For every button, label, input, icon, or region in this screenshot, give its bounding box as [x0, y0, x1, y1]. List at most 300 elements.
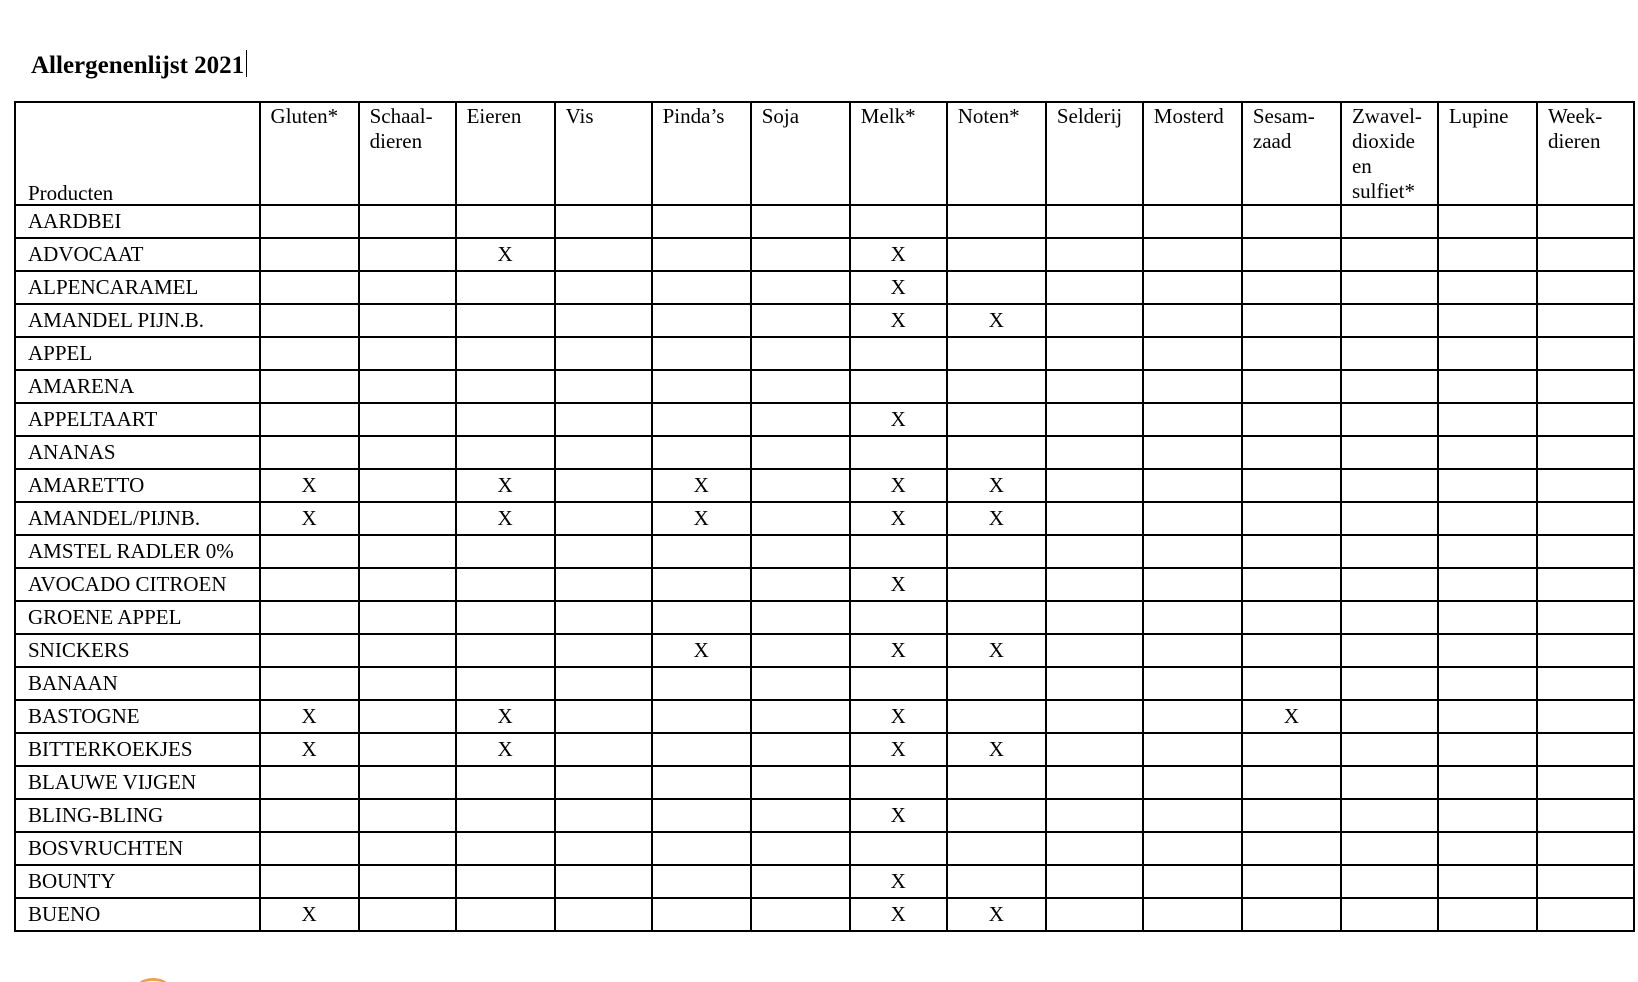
table-row — [15, 304, 1634, 337]
allergen-cell — [359, 304, 456, 337]
allergen-cell — [1341, 469, 1438, 502]
allergen-cell — [359, 634, 456, 667]
allergen-cell — [555, 238, 652, 271]
allergen-cell — [947, 535, 1046, 568]
allergen-cell — [751, 667, 850, 700]
allergen-cell — [947, 403, 1046, 436]
allergen-cell — [1438, 832, 1537, 865]
allergen-mark-cell: X — [260, 733, 359, 766]
allergen-cell — [1537, 799, 1634, 832]
allergen-cell — [1046, 337, 1143, 370]
allergen-cell — [1537, 436, 1634, 469]
allergen-cell — [1143, 370, 1242, 403]
allergen-cell — [555, 568, 652, 601]
allergen-cell — [1341, 271, 1438, 304]
allergen-cell — [1143, 766, 1242, 799]
allergen-mark-cell: X — [947, 634, 1046, 667]
allergen-cell — [359, 601, 456, 634]
allergen-cell — [1438, 898, 1537, 931]
allergen-cell — [260, 766, 359, 799]
allergen-cell — [751, 502, 850, 535]
allergen-cell — [1438, 370, 1537, 403]
allergen-cell — [652, 766, 751, 799]
allergen-cell — [652, 601, 751, 634]
allergen-cell — [1242, 469, 1341, 502]
page-title-text: Allergenenlijst 2021 — [31, 52, 245, 79]
product-name-cell: BLAUWE VIJGEN — [15, 766, 260, 799]
allergen-cell — [1046, 799, 1143, 832]
allergen-cell — [1143, 568, 1242, 601]
column-header-eieren: Eieren — [456, 102, 555, 205]
allergen-cell — [260, 271, 359, 304]
allergen-cell — [850, 337, 947, 370]
allergen-cell — [751, 403, 850, 436]
allergen-cell — [1341, 700, 1438, 733]
allergen-mark-cell: X — [850, 700, 947, 733]
allergen-cell — [1341, 832, 1438, 865]
allergen-cell — [260, 634, 359, 667]
allergen-cell — [555, 601, 652, 634]
allergen-mark-cell: X — [850, 898, 947, 931]
allergen-cell — [652, 799, 751, 832]
allergen-cell — [751, 832, 850, 865]
allergen-cell — [1341, 535, 1438, 568]
allergen-mark-cell: X — [260, 469, 359, 502]
allergen-cell — [555, 700, 652, 733]
product-name-cell: APPEL — [15, 337, 260, 370]
allergen-cell — [1438, 535, 1537, 568]
allergen-cell — [1341, 568, 1438, 601]
allergen-cell — [1242, 304, 1341, 337]
allergen-cell — [947, 337, 1046, 370]
allergen-cell — [260, 535, 359, 568]
allergen-cell — [260, 205, 359, 238]
allergen-cell — [1438, 865, 1537, 898]
allergen-cell — [1046, 469, 1143, 502]
allergen-mark-cell: X — [850, 304, 947, 337]
allergen-cell — [1438, 568, 1537, 601]
allergen-cell — [1242, 370, 1341, 403]
column-header-selderij: Selderij — [1046, 102, 1143, 205]
allergen-cell — [947, 271, 1046, 304]
allergen-cell — [555, 634, 652, 667]
allergen-cell — [359, 799, 456, 832]
table-row — [15, 238, 1634, 271]
allergen-cell — [359, 898, 456, 931]
allergen-mark-cell: X — [652, 469, 751, 502]
allergen-cell — [456, 403, 555, 436]
allergen-cell — [1537, 766, 1634, 799]
allergen-cell — [1046, 568, 1143, 601]
table-row — [15, 469, 1634, 502]
table-row — [15, 865, 1634, 898]
allergen-cell — [260, 832, 359, 865]
product-name-cell: ANANAS — [15, 436, 260, 469]
allergen-mark-cell: X — [850, 502, 947, 535]
allergen-cell — [1438, 337, 1537, 370]
allergen-cell — [1341, 304, 1438, 337]
allergen-cell — [751, 733, 850, 766]
allergen-cell — [359, 700, 456, 733]
allergen-cell — [947, 865, 1046, 898]
allergen-cell — [555, 733, 652, 766]
allergen-cell — [1143, 667, 1242, 700]
allergen-cell — [456, 799, 555, 832]
allergen-cell — [947, 568, 1046, 601]
allergen-cell — [456, 205, 555, 238]
allergen-cell — [555, 799, 652, 832]
allergen-cell — [456, 898, 555, 931]
allergen-cell — [359, 568, 456, 601]
allergen-mark-cell: X — [850, 733, 947, 766]
allergen-cell — [1438, 700, 1537, 733]
allergen-cell — [947, 238, 1046, 271]
allergen-cell — [1143, 601, 1242, 634]
allergen-mark-cell: X — [947, 304, 1046, 337]
product-name-cell: AVOCADO CITROEN — [15, 568, 260, 601]
allergen-cell — [652, 700, 751, 733]
allergen-mark-cell: X — [456, 469, 555, 502]
product-name-cell: AMARETTO — [15, 469, 260, 502]
allergen-cell — [751, 436, 850, 469]
allergen-cell — [1242, 535, 1341, 568]
allergen-cell — [1046, 436, 1143, 469]
allergen-cell — [1046, 502, 1143, 535]
allergen-cell — [555, 436, 652, 469]
table-row — [15, 733, 1634, 766]
allergen-cell — [260, 370, 359, 403]
table-row — [15, 337, 1634, 370]
allergen-cell — [1537, 667, 1634, 700]
allergen-cell — [1242, 832, 1341, 865]
product-name-cell: BOSVRUCHTEN — [15, 832, 260, 865]
allergen-cell — [1242, 865, 1341, 898]
allergen-mark-cell: X — [652, 502, 751, 535]
allergen-cell — [1537, 469, 1634, 502]
allergen-cell — [652, 667, 751, 700]
allergen-cell — [850, 535, 947, 568]
allergen-cell — [850, 601, 947, 634]
allergen-cell — [652, 832, 751, 865]
product-name-cell: AMANDEL/PIJNB. — [15, 502, 260, 535]
allergen-mark-cell: X — [1242, 700, 1341, 733]
allergen-cell — [947, 370, 1046, 403]
allergen-mark-cell: X — [260, 502, 359, 535]
allergen-cell — [1046, 832, 1143, 865]
allergen-cell — [1537, 832, 1634, 865]
allergen-cell — [260, 403, 359, 436]
allergen-cell — [1537, 403, 1634, 436]
allergen-cell — [456, 304, 555, 337]
allergen-cell — [1242, 205, 1341, 238]
allergen-cell — [260, 667, 359, 700]
allergen-cell — [555, 271, 652, 304]
header-row — [15, 102, 1634, 205]
allergen-cell — [1242, 403, 1341, 436]
allergen-cell — [652, 568, 751, 601]
product-name-cell: SNICKERS — [15, 634, 260, 667]
allergen-cell — [751, 238, 850, 271]
allergen-cell — [1143, 502, 1242, 535]
allergen-cell — [1046, 238, 1143, 271]
allergen-cell — [1046, 205, 1143, 238]
column-header-noten: Noten* — [947, 102, 1046, 205]
allergen-cell — [1242, 271, 1341, 304]
column-header-mosterd: Mosterd — [1143, 102, 1242, 205]
allergen-cell — [751, 601, 850, 634]
allergen-cell — [1143, 865, 1242, 898]
allergen-cell — [652, 733, 751, 766]
allergen-cell — [1537, 898, 1634, 931]
allergen-cell — [947, 205, 1046, 238]
allergen-cell — [1537, 205, 1634, 238]
product-name-cell: BITTERKOEKJES — [15, 733, 260, 766]
allergen-cell — [751, 766, 850, 799]
table-row — [15, 634, 1634, 667]
allergen-cell — [359, 271, 456, 304]
allergen-cell — [555, 832, 652, 865]
allergen-cell — [1438, 667, 1537, 700]
allergen-cell — [1242, 502, 1341, 535]
allergen-mark-cell: X — [456, 733, 555, 766]
table-row — [15, 601, 1634, 634]
allergen-cell — [1438, 733, 1537, 766]
product-name-cell: AMSTEL RADLER 0% — [15, 535, 260, 568]
allergen-cell — [1143, 634, 1242, 667]
column-header-weekdieren: Week- dieren — [1537, 102, 1634, 205]
table-row — [15, 205, 1634, 238]
allergen-cell — [1143, 799, 1242, 832]
allergen-mark-cell: X — [850, 238, 947, 271]
allergen-cell — [652, 370, 751, 403]
allergen-cell — [652, 238, 751, 271]
allergen-cell — [751, 205, 850, 238]
allergen-cell — [1242, 766, 1341, 799]
column-header-zwaveldioxide: Zwavel- dioxide en sulfiet* — [1341, 102, 1438, 205]
allergen-cell — [1537, 370, 1634, 403]
column-header-products — [15, 102, 260, 205]
allergen-mark-cell: X — [947, 898, 1046, 931]
product-name-cell: BASTOGNE — [15, 700, 260, 733]
allergen-cell — [751, 337, 850, 370]
product-name-cell: BLING-BLING — [15, 799, 260, 832]
text-cursor — [246, 50, 247, 77]
allergen-cell — [359, 436, 456, 469]
allergen-cell — [751, 370, 850, 403]
allergen-cell — [1438, 436, 1537, 469]
allergen-cell — [947, 436, 1046, 469]
allergen-cell — [1341, 634, 1438, 667]
allergen-cell — [751, 898, 850, 931]
allergen-cell — [1143, 469, 1242, 502]
allergen-cell — [1438, 502, 1537, 535]
column-header-vis: Vis — [555, 102, 652, 205]
allergen-cell — [456, 535, 555, 568]
product-name-cell: BOUNTY — [15, 865, 260, 898]
allergen-cell — [947, 601, 1046, 634]
allergen-cell — [260, 337, 359, 370]
allergen-mark-cell: X — [456, 700, 555, 733]
allergen-cell — [555, 502, 652, 535]
allergen-cell — [751, 304, 850, 337]
allergen-cell — [359, 502, 456, 535]
allergen-cell — [850, 370, 947, 403]
allergen-cell — [652, 535, 751, 568]
allergen-cell — [1537, 568, 1634, 601]
allergen-cell — [1537, 238, 1634, 271]
allergen-cell — [947, 832, 1046, 865]
allergen-cell — [1537, 304, 1634, 337]
product-name-cell: BUENO — [15, 898, 260, 931]
logo-icon — [135, 978, 171, 982]
allergen-cell — [1242, 568, 1341, 601]
allergen-cell — [1242, 436, 1341, 469]
table-row — [15, 568, 1634, 601]
table-row — [15, 370, 1634, 403]
allergen-cell — [1143, 535, 1242, 568]
allergen-cell — [652, 205, 751, 238]
allergen-cell — [1438, 238, 1537, 271]
allergen-cell — [359, 469, 456, 502]
allergen-cell — [555, 304, 652, 337]
allergen-cell — [751, 535, 850, 568]
allergen-table — [14, 101, 1635, 932]
allergen-cell — [1046, 271, 1143, 304]
allergen-cell — [1341, 766, 1438, 799]
allergen-mark-cell: X — [260, 898, 359, 931]
allergen-cell — [555, 535, 652, 568]
allergen-cell — [1143, 304, 1242, 337]
table-row — [15, 766, 1634, 799]
allergen-cell — [1537, 502, 1634, 535]
table-row — [15, 403, 1634, 436]
allergen-cell — [652, 865, 751, 898]
table-row — [15, 799, 1634, 832]
allergen-cell — [1046, 304, 1143, 337]
product-name-cell: ALPENCARAMEL — [15, 271, 260, 304]
allergen-cell — [1242, 601, 1341, 634]
allergen-mark-cell: X — [456, 238, 555, 271]
allergen-cell — [1046, 634, 1143, 667]
allergen-cell — [1438, 634, 1537, 667]
allergen-cell — [1143, 238, 1242, 271]
allergen-cell — [456, 634, 555, 667]
allergen-cell — [1537, 535, 1634, 568]
allergen-cell — [751, 271, 850, 304]
product-name-cell: AMARENA — [15, 370, 260, 403]
allergen-mark-cell: X — [850, 865, 947, 898]
allergen-cell — [1438, 601, 1537, 634]
allergen-cell — [359, 832, 456, 865]
table-row — [15, 271, 1634, 304]
allergen-mark-cell: X — [456, 502, 555, 535]
allergen-mark-cell: X — [652, 634, 751, 667]
allergen-cell — [260, 601, 359, 634]
allergen-cell — [1341, 733, 1438, 766]
allergen-cell — [1242, 337, 1341, 370]
column-header-pindas: Pinda’s — [652, 102, 751, 205]
allergen-cell — [1537, 865, 1634, 898]
allergen-cell — [359, 403, 456, 436]
allergen-cell — [555, 403, 652, 436]
allergen-cell — [1046, 700, 1143, 733]
allergen-cell — [1537, 634, 1634, 667]
allergen-cell — [359, 205, 456, 238]
allergen-cell — [751, 799, 850, 832]
table-body — [15, 205, 1634, 931]
allergen-mark-cell: X — [850, 799, 947, 832]
allergen-cell — [260, 436, 359, 469]
column-header-gluten: Gluten* — [260, 102, 359, 205]
allergen-cell — [456, 337, 555, 370]
product-name-cell: AARDBEI — [15, 205, 260, 238]
allergen-cell — [456, 568, 555, 601]
allergen-cell — [652, 436, 751, 469]
allergen-cell — [1242, 667, 1341, 700]
allergen-cell — [1537, 337, 1634, 370]
allergen-cell — [850, 667, 947, 700]
page-title — [31, 50, 247, 82]
allergen-cell — [456, 271, 555, 304]
allergen-cell — [1046, 898, 1143, 931]
allergen-mark-cell: X — [260, 700, 359, 733]
allergen-cell — [1143, 700, 1242, 733]
allergen-mark-cell: X — [850, 271, 947, 304]
allergen-cell — [555, 337, 652, 370]
allergen-cell — [359, 733, 456, 766]
allergen-cell — [1438, 799, 1537, 832]
column-header-products-label: Producten — [28, 181, 114, 205]
allergen-cell — [456, 865, 555, 898]
allergen-cell — [652, 898, 751, 931]
allergen-cell — [555, 898, 652, 931]
table-row — [15, 832, 1634, 865]
allergen-cell — [1341, 898, 1438, 931]
allergen-cell — [1537, 601, 1634, 634]
allergen-cell — [751, 700, 850, 733]
allergen-cell — [1143, 436, 1242, 469]
allergen-cell — [359, 370, 456, 403]
allergen-cell — [359, 865, 456, 898]
allergen-cell — [947, 700, 1046, 733]
allergen-cell — [1046, 667, 1143, 700]
allergen-cell — [1046, 865, 1143, 898]
allergen-cell — [456, 766, 555, 799]
allergen-cell — [359, 535, 456, 568]
product-name-cell: ADVOCAAT — [15, 238, 260, 271]
allergen-cell — [1537, 700, 1634, 733]
allergen-cell — [652, 304, 751, 337]
allergen-mark-cell: X — [850, 403, 947, 436]
column-header-sesamzaad: Sesam- zaad — [1242, 102, 1341, 205]
column-header-melk: Melk* — [850, 102, 947, 205]
allergen-mark-cell: X — [947, 733, 1046, 766]
allergen-cell — [1143, 205, 1242, 238]
allergen-cell — [751, 568, 850, 601]
allergen-cell — [359, 667, 456, 700]
allergen-cell — [359, 238, 456, 271]
allergen-cell — [1046, 733, 1143, 766]
allergen-cell — [1143, 403, 1242, 436]
product-name-cell: AMANDEL PIJN.B. — [15, 304, 260, 337]
table-row — [15, 436, 1634, 469]
allergen-cell — [751, 865, 850, 898]
allergen-cell — [850, 766, 947, 799]
allergen-cell — [1341, 502, 1438, 535]
allergen-cell — [1143, 337, 1242, 370]
allergen-cell — [1341, 667, 1438, 700]
allergen-cell — [1046, 403, 1143, 436]
